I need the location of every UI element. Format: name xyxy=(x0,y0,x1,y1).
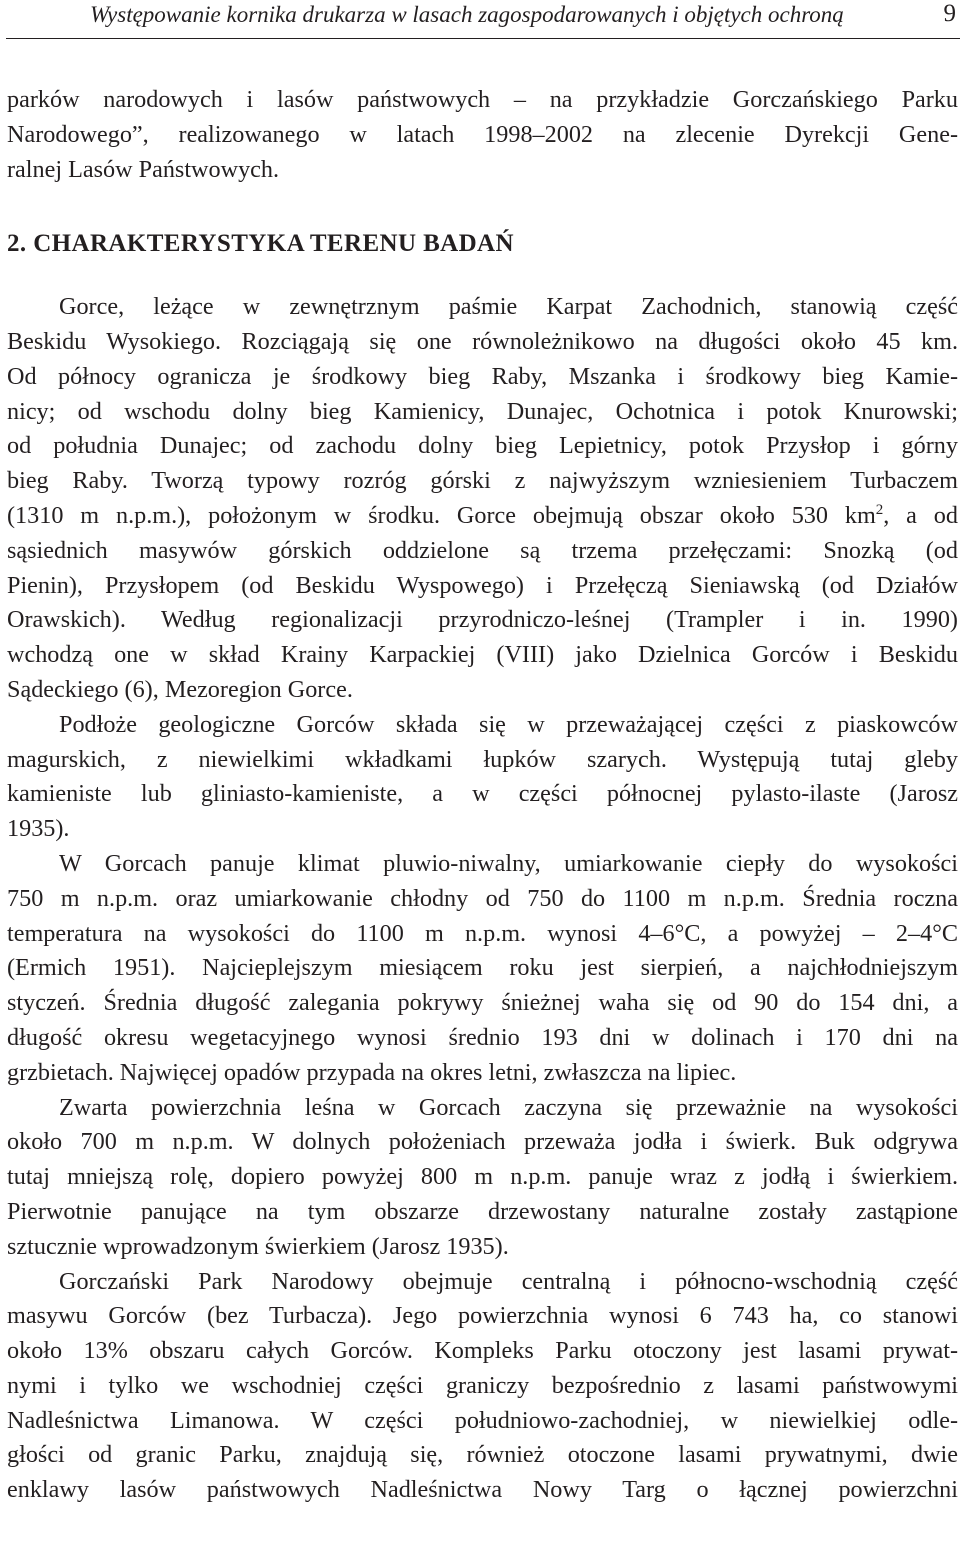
text-line: około 700 m n.p.m. W dolnych położeniach przeważa jodła i świerk. Buk odgrywa xyxy=(7,1128,958,1156)
text-line: Sądeckiego (6), Mezoregion Gorce. xyxy=(7,675,353,703)
section-heading: 2. CHARAKTERYSTYKA TERENU BADAŃ xyxy=(7,230,514,258)
text-line: Gorczański Park Narodowy obejmuje centralną i północno-wschodnią część xyxy=(59,1267,958,1295)
text-line: (Ermich 1951). Najcieplejszym miesiącem roku jest sierpień, a najchłodniejszym xyxy=(7,954,958,982)
text-line: tutaj mniejszą rolę, dopiero powyżej 800 m n.p.m. panuje wraz z jodłą i świerkiem. xyxy=(7,1163,958,1191)
paragraph-terrain xyxy=(7,290,958,708)
text-line: Zwarta powierzchnia leśna w Gorcach zaczyna się przeważnie na wysokości xyxy=(59,1093,958,1121)
paragraph-climate xyxy=(7,847,958,1091)
header-rule xyxy=(6,38,960,39)
text-line: Podłoże geologiczne Gorców składa się w przeważającej części z piaskowców xyxy=(59,710,958,738)
text-line: Pienin), Przysłopem (od Beskidu Wyspowego) i Przełęczą Sieniawską (od Działów xyxy=(7,571,958,599)
text-line: grzbietach. Najwięcej opadów przypada na okres letni, zwłaszcza na lipiec. xyxy=(7,1058,737,1086)
text-line: Beskidu Wysokiego. Rozciągają się one równoleżnikowo na długości około 45 km. xyxy=(7,327,958,355)
text-line: kamieniste lub gliniasto-kamieniste, a w części północnej pylasto-ilaste (Jarosz xyxy=(7,780,958,808)
text-line: 1935). xyxy=(7,815,70,843)
text-line: wchodzą one w skład Krainy Karpackiej (VIII) jako Dzielnica Gorców i Beskidu xyxy=(7,641,958,669)
text-line: Gorce, leżące w zewnętrznym paśmie Karpat Zachodnich, stanowią część xyxy=(59,293,958,321)
body-text xyxy=(7,83,958,1508)
text-line: magurskich, z niewielkimi wkładkami łupków szarych. Występują tutaj gleby xyxy=(7,745,958,773)
text-line: Orawskich). Według regionalizacji przyrodniczo-leśnej (Trampler i in. 1990) xyxy=(7,606,958,634)
text-line: 750 m n.p.m. oraz umiarkowanie chłodny od 750 do 1100 m n.p.m. Średnia roczna xyxy=(7,884,958,912)
text-line: styczeń. Średnia długość zalegania pokrywy śnieżnej waha się od 90 do 154 dni, a xyxy=(7,989,958,1017)
text-line: około 13% obszaru całych Gorców. Kompleks Parku otoczony jest lasami prywat- xyxy=(7,1337,958,1365)
text-line: enklawy lasów państwowych Nadleśnictwa Nowy Targ o łącznej powierzchni xyxy=(7,1476,958,1504)
text-line: głości od granic Parku, znajdują się, również otoczone lasami prywatnymi, dwie xyxy=(7,1441,958,1469)
text-line: temperatura na wysokości do 1100 m n.p.m. wynosi 4–6°C, a powyżej – 2–4°C xyxy=(7,919,958,947)
text-line-with-superscript xyxy=(7,499,958,534)
text-line: od południa Dunajec; od zachodu dolny bieg Lepietnicy, potok Przysłop i górny xyxy=(7,432,958,460)
text-line: Nadleśnictwa Limanowa. W części południowo-zachodniej, w niewielkiej odle- xyxy=(7,1406,958,1434)
text-line: sztucznie wprowadzonym świerkiem (Jarosz 1935). xyxy=(7,1232,509,1260)
text-line: długość okresu wegetacyjnego wynosi średnio 193 dni w dolinach i 170 dni na xyxy=(7,1023,958,1051)
text-fragment: (1310 m n.p.m.), położonym w środku. Gorce obejmują obszar około 530 km xyxy=(7,501,876,529)
text-line: nicy; od wschodu dolny bieg Kamienicy, Dunajec, Ochotnica i potok Knurowski; xyxy=(7,397,958,425)
running-header xyxy=(0,0,960,40)
text-line: ralnej Lasów Państwowych. xyxy=(7,155,280,183)
text-line: parków narodowych i lasów państwowych – na przykładzie Gorczańskiego Parku xyxy=(7,86,958,113)
text-line: Narodowego”, realizowanego w latach 1998–2002 na zlecenie Dyrekcji Gene- xyxy=(7,120,958,148)
text-fragment: , a od xyxy=(883,501,958,529)
paragraph-national-park xyxy=(7,1265,958,1509)
intro-paragraph xyxy=(7,83,958,187)
paragraph-forest xyxy=(7,1091,958,1265)
text-line: masywu Gorców (bez Turbacza). Jego powierzchnia wynosi 6 743 ha, co stanowi xyxy=(7,1302,958,1330)
text-line: Pierwotnie panujące na tym obszarze drzewostany naturalne zostały zastąpione xyxy=(7,1197,958,1225)
paragraph-geology xyxy=(7,708,958,847)
text-line: Od północy ogranicza je środkowy bieg Raby, Mszanka i środkowy bieg Kamie- xyxy=(7,362,958,390)
page-number: 9 xyxy=(943,0,956,27)
text-line: W Gorcach panuje klimat pluwio-niwalny, umiarkowanie ciepły do wysokości xyxy=(59,849,958,877)
text-line: nymi i tylko we wschodniej części graniczy bezpośrednio z lasami państwowymi xyxy=(7,1371,958,1399)
running-title: Występowanie kornika drukarza w lasach zagospodarowanych i objętych ochroną xyxy=(90,2,844,27)
superscript: 2 xyxy=(875,501,884,518)
text-line: sąsiednich masywów górskich oddzielone są trzema przełęczami: Snozką (od xyxy=(7,536,958,564)
text-line: bieg Raby. Tworzą typowy rozróg górski z najwyższym wzniesieniem Turbaczem xyxy=(7,467,958,495)
